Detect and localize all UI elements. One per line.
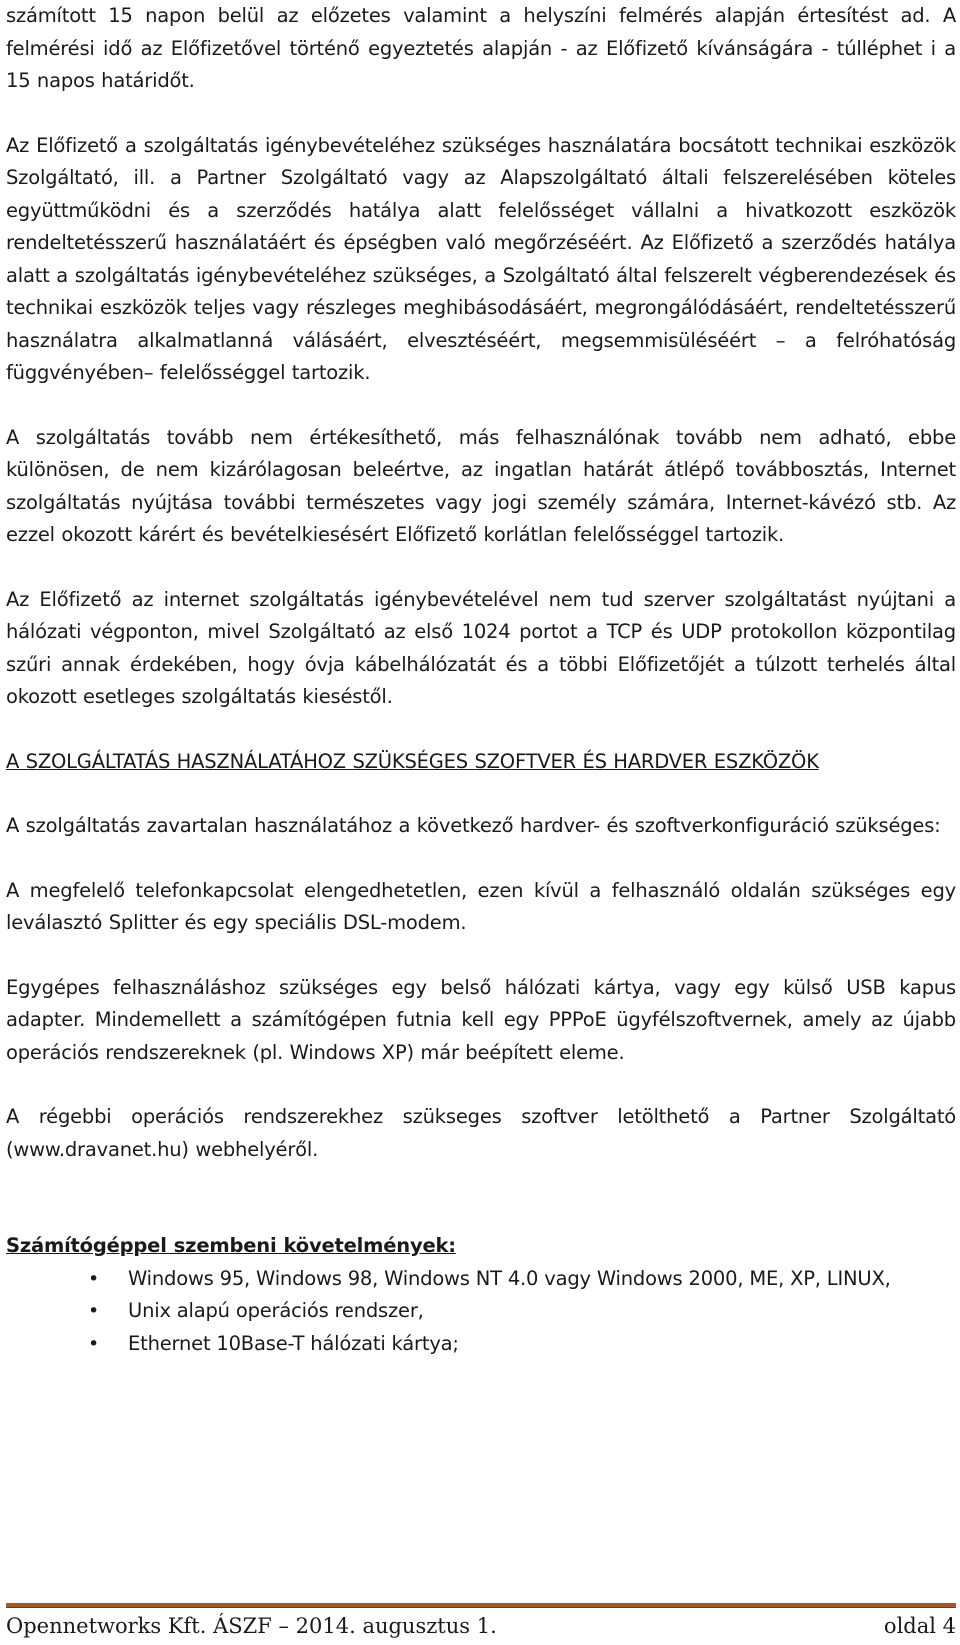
list-item [6, 1295, 956, 1328]
section-heading-software-hardware: A SZOLGÁLTATÁS HASZNÁLATÁHOZ SZÜKSÉGES SZOFTVER ÉS HARDVER ESZKÖZÖK [6, 749, 819, 773]
requirements-list [6, 1263, 956, 1361]
list-item-text: Windows 95, Windows 98, Windows NT 4.0 vagy Windows 2000, ME, XP, LINUX, [128, 1266, 891, 1290]
requirements-heading: Számítógéppel szembeni követelmények: [6, 1234, 456, 1257]
bullet-icon: • [88, 1267, 100, 1290]
paragraph-subscriber-equipment: Az Előfizető a szolgáltatás igénybevételéhez szükséges használatára bocsátott technikai eszközök Szolgáltató, ill. a Partner Szolgáltató vagy az Alapszolgáltató általi felszerelésében köteles együttműködni és a szerződés hatálya alatt felelősséget vállalni a hivatkozott eszközök rendeltetésszerű használatáért és épségben való megőrzéséért. Az Előfizető a szerződés hatálya alatt a szolgáltatás igénybevételéhez szükséges, a Szolgáltató által felszerelt végberendezések és technikai eszközök teljes vagy részleges meghibásodásáért, megrongálódásáért, rendeltetésszerű használatra alkalmatlanná válásáért, elvesztéséért, megsemmisüléséért – a felróhatóság függvényében– felelősséggel tartozik. [6, 133, 956, 384]
bullet-icon: • [88, 1332, 100, 1355]
paragraph-network-card: Egygépes felhasználáshoz szükséges egy belső hálózati kártya, vagy egy külső USB kapus adapter. Mindemellett a számítógépen futnia kell egy PPPoE ügyfélszoftvernek, amely az újabb operációs rendszereknek (pl. Windows XP) már beépített eleme. [6, 975, 956, 1064]
document-page [6, 0, 956, 1645]
footer-rule [6, 1603, 956, 1608]
bullet-icon: • [88, 1300, 100, 1322]
paragraph-server-ports: Az Előfizető az internet szolgáltatás igénybevételével nem tud szerver szolgáltatást nyújtani a hálózati végponton, mivel Szolgáltató az első 1024 portot a TCP és UDP protokollon központilag szűri annak érdekében, hogy óvja kábelhálózatát és a többi Előfizetőjét a túlzott terhelés által okozott esetleges szolgáltatás kieséstől. [6, 587, 956, 708]
page-footer [6, 1614, 956, 1644]
list-item [6, 1328, 956, 1361]
paragraph-resale-prohibition: A szolgáltatás tovább nem értékesíthető, más felhasználónak tovább nem adható, ebbe különösen, de nem kizárólagosan beleértve, az ingatlan határát átlépő továbbosztás, Internet szolgáltatás nyújtása további természetes vagy jogi személy számára, Internet-kávézó stb. Az ezzel okozott kárért és bevételkiesésért Előfizető korlátlan felelősséggel tartozik. [6, 425, 956, 546]
list-item [6, 1263, 956, 1296]
paragraph-configuration-intro: A szolgáltatás zavartalan használatához a következő hardver- és szoftverkonfiguráció szükséges: [6, 814, 941, 837]
paragraph-legacy-software: A régebbi operációs rendszerekhez szükseges szoftver letölthető a Partner Szolgáltató (www.dravanet.hu) webhelyéről. [6, 1105, 956, 1161]
paragraph-assessment-notice: számított 15 napon belül az előzetes valamint a helyszíni felmérés alapján értesítést ad. A felmérési idő az Előfizetővel történő egyeztetés alapján - az Előfizető kívánságára - túlléphet i a 15 napos határidőt. [6, 4, 956, 92]
list-item-text: Unix alapú operációs rendszer, [128, 1299, 424, 1322]
paragraph-phone-line: A megfelelő telefonkapcsolat elengedhetetlen, ezen kívül a felhasználó oldalán szükséges egy leválasztó Splitter és egy speciális DSL-modem. [6, 878, 956, 934]
list-item-text: Ethernet 10Base-T hálózati kártya; [128, 1331, 459, 1355]
footer-page-number: oldal 4 [883, 1614, 956, 1638]
footer-document-title: Opennetworks Kft. ÁSZF – 2014. augusztus 1. [6, 1614, 497, 1638]
